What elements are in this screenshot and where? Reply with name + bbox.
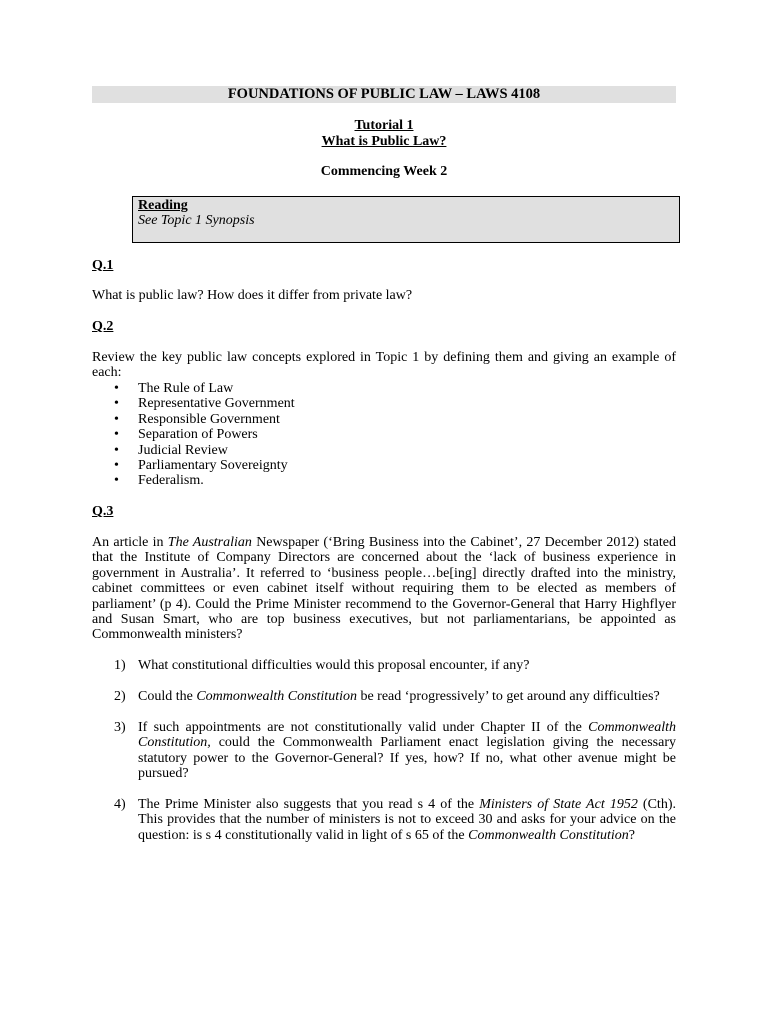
list-item: 2) Could the Commonwealth Constitution be read ‘progressively’ to get around any difficulties? [114, 689, 660, 705]
bullet-icon: • [114, 411, 119, 427]
reading-box [132, 196, 680, 243]
document-page [92, 86, 676, 858]
q1-text: What is public law? How does it differ from private law? [92, 288, 413, 304]
bullet-icon: • [114, 380, 119, 396]
list-item: • Judicial Review [114, 442, 228, 458]
q2-intro: Review the key public law concepts explored in Topic 1 by defining them and giving an example of each: [92, 350, 676, 381]
list-item: • Federalism. [114, 473, 204, 489]
reading-heading: Reading [138, 197, 188, 213]
tutorial-subtitle: What is Public Law? [321, 133, 447, 149]
list-item: • The Rule of Law [114, 380, 234, 396]
bullet-icon: • [114, 396, 119, 412]
list-item: • Parliamentary Sovereignty [114, 457, 288, 473]
list-item: 4) The Prime Minister also suggests that you read s 4 of the Ministers of State Act 1952 (Cth). This provides that the number of ministers is not to exceed 30 and asks for your advice on the question: is s 4 constitutionally valid in light of s 65 of the Commonwealth Constitution? [114, 796, 676, 843]
q2-label: Q.2 [92, 319, 114, 335]
bullet-icon: • [114, 457, 119, 473]
q3-intro: An article in The Australian Newspaper (‘Bring Business into the Cabinet’, 27 December 2012) stated that the Institute of Company Directors are concerned about the ‘lack of business experience in government in Australia’. It referred to ‘business people…be[ing] directly drafted into the ministry, cabinet committees or even cabinet itself without requiring them to be elected as members of parliament’ (p 4). Could the Prime Minister recommend to the Governor-General that Harry Highflyer and Susan Smart, who are top business executives, but not parliamentarians, be appointed as Commonwealth ministers? [92, 535, 676, 643]
q2-concept-list [92, 381, 676, 489]
q3-label: Q.3 [92, 504, 114, 520]
list-item: 1) What constitutional difficulties would this proposal encounter, if any? [114, 658, 530, 674]
tutorial-heading [92, 118, 676, 149]
tutorial-number: Tutorial 1 [354, 118, 414, 133]
bullet-icon: • [114, 442, 119, 458]
q3-question-list [92, 658, 676, 843]
list-item: 3) If such appointments are not constitutionally valid under Chapter II of the Commonwealth Constitution, could the Commonwealth Parliament enact legislation giving the necessary statutory power to the Governor-General? If yes, how? If no, what other avenue might be pursued? [114, 719, 676, 782]
bullet-icon: • [114, 427, 119, 443]
list-item: • Representative Government [114, 396, 295, 412]
newspaper-name: The Australian [167, 535, 252, 551]
list-item: • Separation of Powers [114, 427, 258, 443]
reading-text: See Topic 1 Synopsis [138, 213, 255, 228]
list-item: • Responsible Government [114, 411, 280, 427]
bullet-icon: • [114, 473, 119, 489]
commencing-week: Commencing Week 2 [320, 164, 448, 179]
q1-label: Q.1 [92, 257, 114, 273]
course-title: FOUNDATIONS OF PUBLIC LAW – LAWS 4108 [92, 86, 676, 103]
